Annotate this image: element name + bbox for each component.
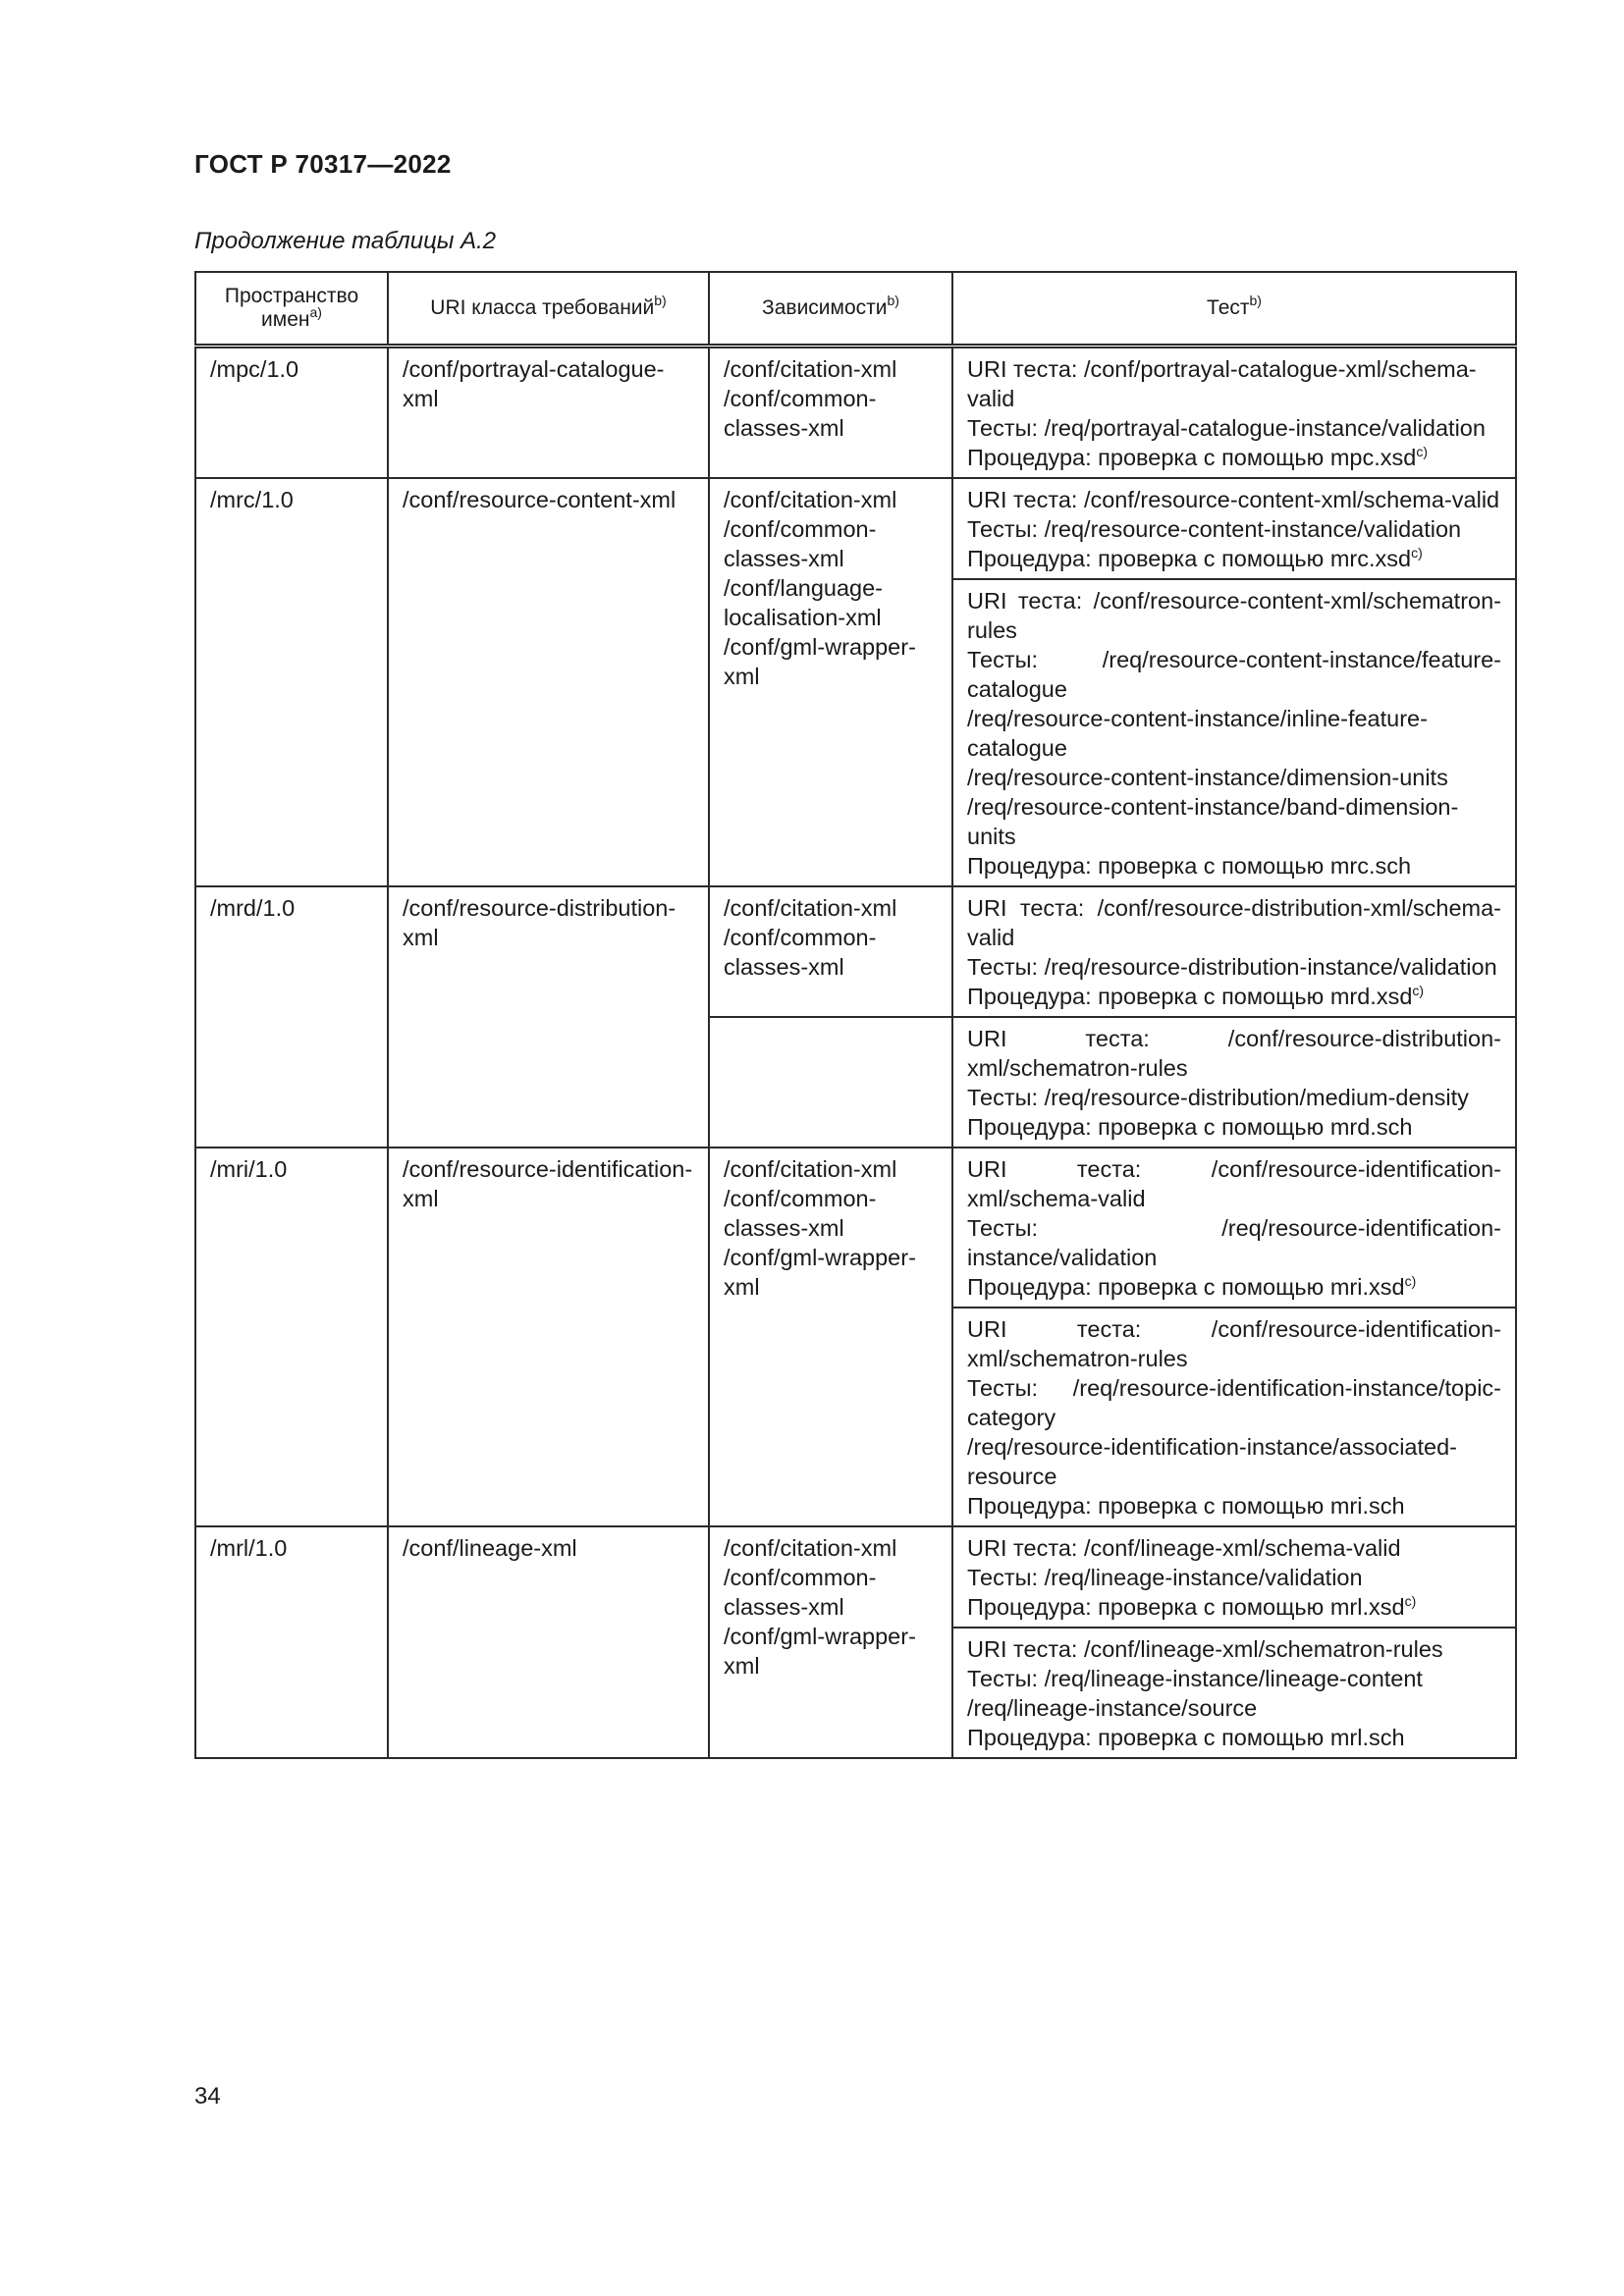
test-procedure: Процедура: проверка с помощью mrc.xsd$^{c)}$ (967, 545, 1423, 571)
dependency-item: /conf/citation-xml (724, 1535, 897, 1561)
test-line: URI теста: /conf/lineage-xml/schematron-rules (967, 1636, 1443, 1662)
dependency-item: /conf/language-localisation-xml (724, 575, 884, 630)
dependency-item: /conf/common-classes-xml (724, 925, 877, 980)
test-cell (952, 579, 1516, 886)
dependencies-cell (709, 478, 952, 886)
table-row (195, 1526, 1516, 1628)
header-namespace: Пространство имен$^{a)}$ (195, 272, 388, 347)
test-line: /req/resource-content-instance/band-dimension-units (967, 794, 1459, 849)
table-header-row (195, 272, 1516, 347)
dependency-item: /conf/citation-xml (724, 895, 897, 921)
dependency-item: /conf/gml-wrapper-xml (724, 634, 916, 689)
table-row (195, 1148, 1516, 1308)
table-row (195, 347, 1516, 479)
table-row (195, 478, 1516, 579)
test-cell (952, 1526, 1516, 1628)
test-procedure: Процедура: проверка с помощью mrd.xsd$^{c)}$ (967, 983, 1425, 1009)
test-line: /req/resource-identification-instance/associated-resource (967, 1434, 1457, 1489)
namespace-cell: /mrd/1.0 (195, 886, 388, 1148)
test-procedure: Процедура: проверка с помощью mrd.sch (967, 1114, 1413, 1140)
header-requirements-uri: URI класса требований$^{b)}$ (388, 272, 709, 347)
test-line: Тесты: /req/resource-content-instance/feature-catalogue (967, 647, 1501, 702)
test-line: Тесты: /req/resource-distribution-instance/validation (967, 954, 1497, 980)
test-line: Тесты: /req/portrayal-catalogue-instance/validation (967, 415, 1486, 441)
dependencies-cell (709, 347, 952, 479)
dependency-item: /conf/gml-wrapper-xml (724, 1624, 916, 1679)
test-line: /req/resource-content-instance/dimension-units (967, 765, 1448, 790)
requirements-uri-cell: /conf/resource-distribution-xml (388, 886, 709, 1148)
dependency-item: /conf/common-classes-xml (724, 1565, 877, 1620)
dependency-item: /conf/gml-wrapper-xml (724, 1245, 916, 1300)
test-procedure: Процедура: проверка с помощью mrl.sch (967, 1725, 1405, 1750)
test-line: Тесты: /req/resource-identification-instance/topic-category (967, 1375, 1501, 1430)
test-line: /req/resource-content-instance/inline-feature-catalogue (967, 706, 1428, 761)
requirements-uri-cell: /conf/lineage-xml (388, 1526, 709, 1758)
requirements-table (194, 271, 1517, 1759)
test-line: URI теста: /conf/resource-identification-xml/schematron-rules (967, 1316, 1501, 1371)
requirements-uri-cell: /conf/portrayal-catalogue-xml (388, 347, 709, 479)
document-standard-header: ГОСТ Р 70317—2022 (194, 149, 452, 179)
table-caption: Продолжение таблицы А.2 (194, 228, 497, 254)
test-line: URI теста: /conf/portrayal-catalogue-xml/schema-valid (967, 356, 1477, 411)
namespace-cell: /mpc/1.0 (195, 347, 388, 479)
test-line: URI теста: /conf/resource-content-xml/schema-valid (967, 487, 1500, 512)
test-line: URI теста: /conf/resource-distribution-xml/schematron-rules (967, 1026, 1501, 1081)
dependencies-cell-empty (709, 1017, 952, 1148)
dependencies-cell (709, 1526, 952, 1758)
dependency-item: /conf/citation-xml (724, 356, 897, 382)
header-test: Тест$^{b)}$ (952, 272, 1516, 347)
test-line: URI теста: /conf/resource-content-xml/schematron-rules (967, 588, 1501, 643)
dependencies-cell (709, 1148, 952, 1526)
test-line: Тесты: /req/lineage-instance/validation (967, 1565, 1363, 1590)
dependency-item: /conf/citation-xml (724, 1156, 897, 1182)
dependency-item: /conf/common-classes-xml (724, 1186, 877, 1241)
dependency-item: /conf/common-classes-xml (724, 386, 877, 441)
dependency-item: /conf/citation-xml (724, 487, 897, 512)
namespace-cell: /mrl/1.0 (195, 1526, 388, 1758)
test-line: /req/lineage-instance/source (967, 1695, 1258, 1721)
dependency-item: /conf/common-classes-xml (724, 516, 877, 571)
test-cell (952, 1148, 1516, 1308)
page-number: 34 (194, 2083, 221, 2109)
header-dependencies: Зависимости$^{b)}$ (709, 272, 952, 347)
test-line: Тесты: /req/lineage-instance/lineage-content (967, 1666, 1423, 1691)
test-cell (952, 1017, 1516, 1148)
test-procedure: Процедура: проверка с помощью mri.sch (967, 1493, 1405, 1519)
table-row (195, 886, 1516, 1017)
requirements-uri-cell: /conf/resource-identification-xml (388, 1148, 709, 1526)
test-line: Тесты: /req/resource-content-instance/validation (967, 516, 1462, 542)
test-cell (952, 347, 1516, 479)
namespace-cell: /mri/1.0 (195, 1148, 388, 1526)
dependencies-cell (709, 886, 952, 1017)
requirements-uri-cell: /conf/resource-content-xml (388, 478, 709, 886)
test-procedure: Процедура: проверка с помощью mrl.xsd$^{c)}$ (967, 1593, 1417, 1620)
test-procedure: Процедура: проверка с помощью mpc.xsd$^{c)}$ (967, 444, 1428, 470)
test-line: URI теста: /conf/lineage-xml/schema-valid (967, 1535, 1401, 1561)
test-procedure: Процедура: проверка с помощью mrc.sch (967, 853, 1412, 879)
test-cell (952, 1308, 1516, 1526)
test-line: Тесты: /req/resource-distribution/medium-density (967, 1085, 1469, 1110)
test-cell (952, 1628, 1516, 1758)
test-line: URI теста: /conf/resource-distribution-xml/schema-valid (967, 895, 1501, 950)
test-line: Тесты: /req/resource-identification-instance/validation (967, 1215, 1501, 1270)
test-cell (952, 886, 1516, 1017)
test-cell (952, 478, 1516, 579)
namespace-cell: /mrc/1.0 (195, 478, 388, 886)
test-line: URI теста: /conf/resource-identification-xml/schema-valid (967, 1156, 1501, 1211)
test-procedure: Процедура: проверка с помощью mri.xsd$^{c)}$ (967, 1273, 1417, 1300)
